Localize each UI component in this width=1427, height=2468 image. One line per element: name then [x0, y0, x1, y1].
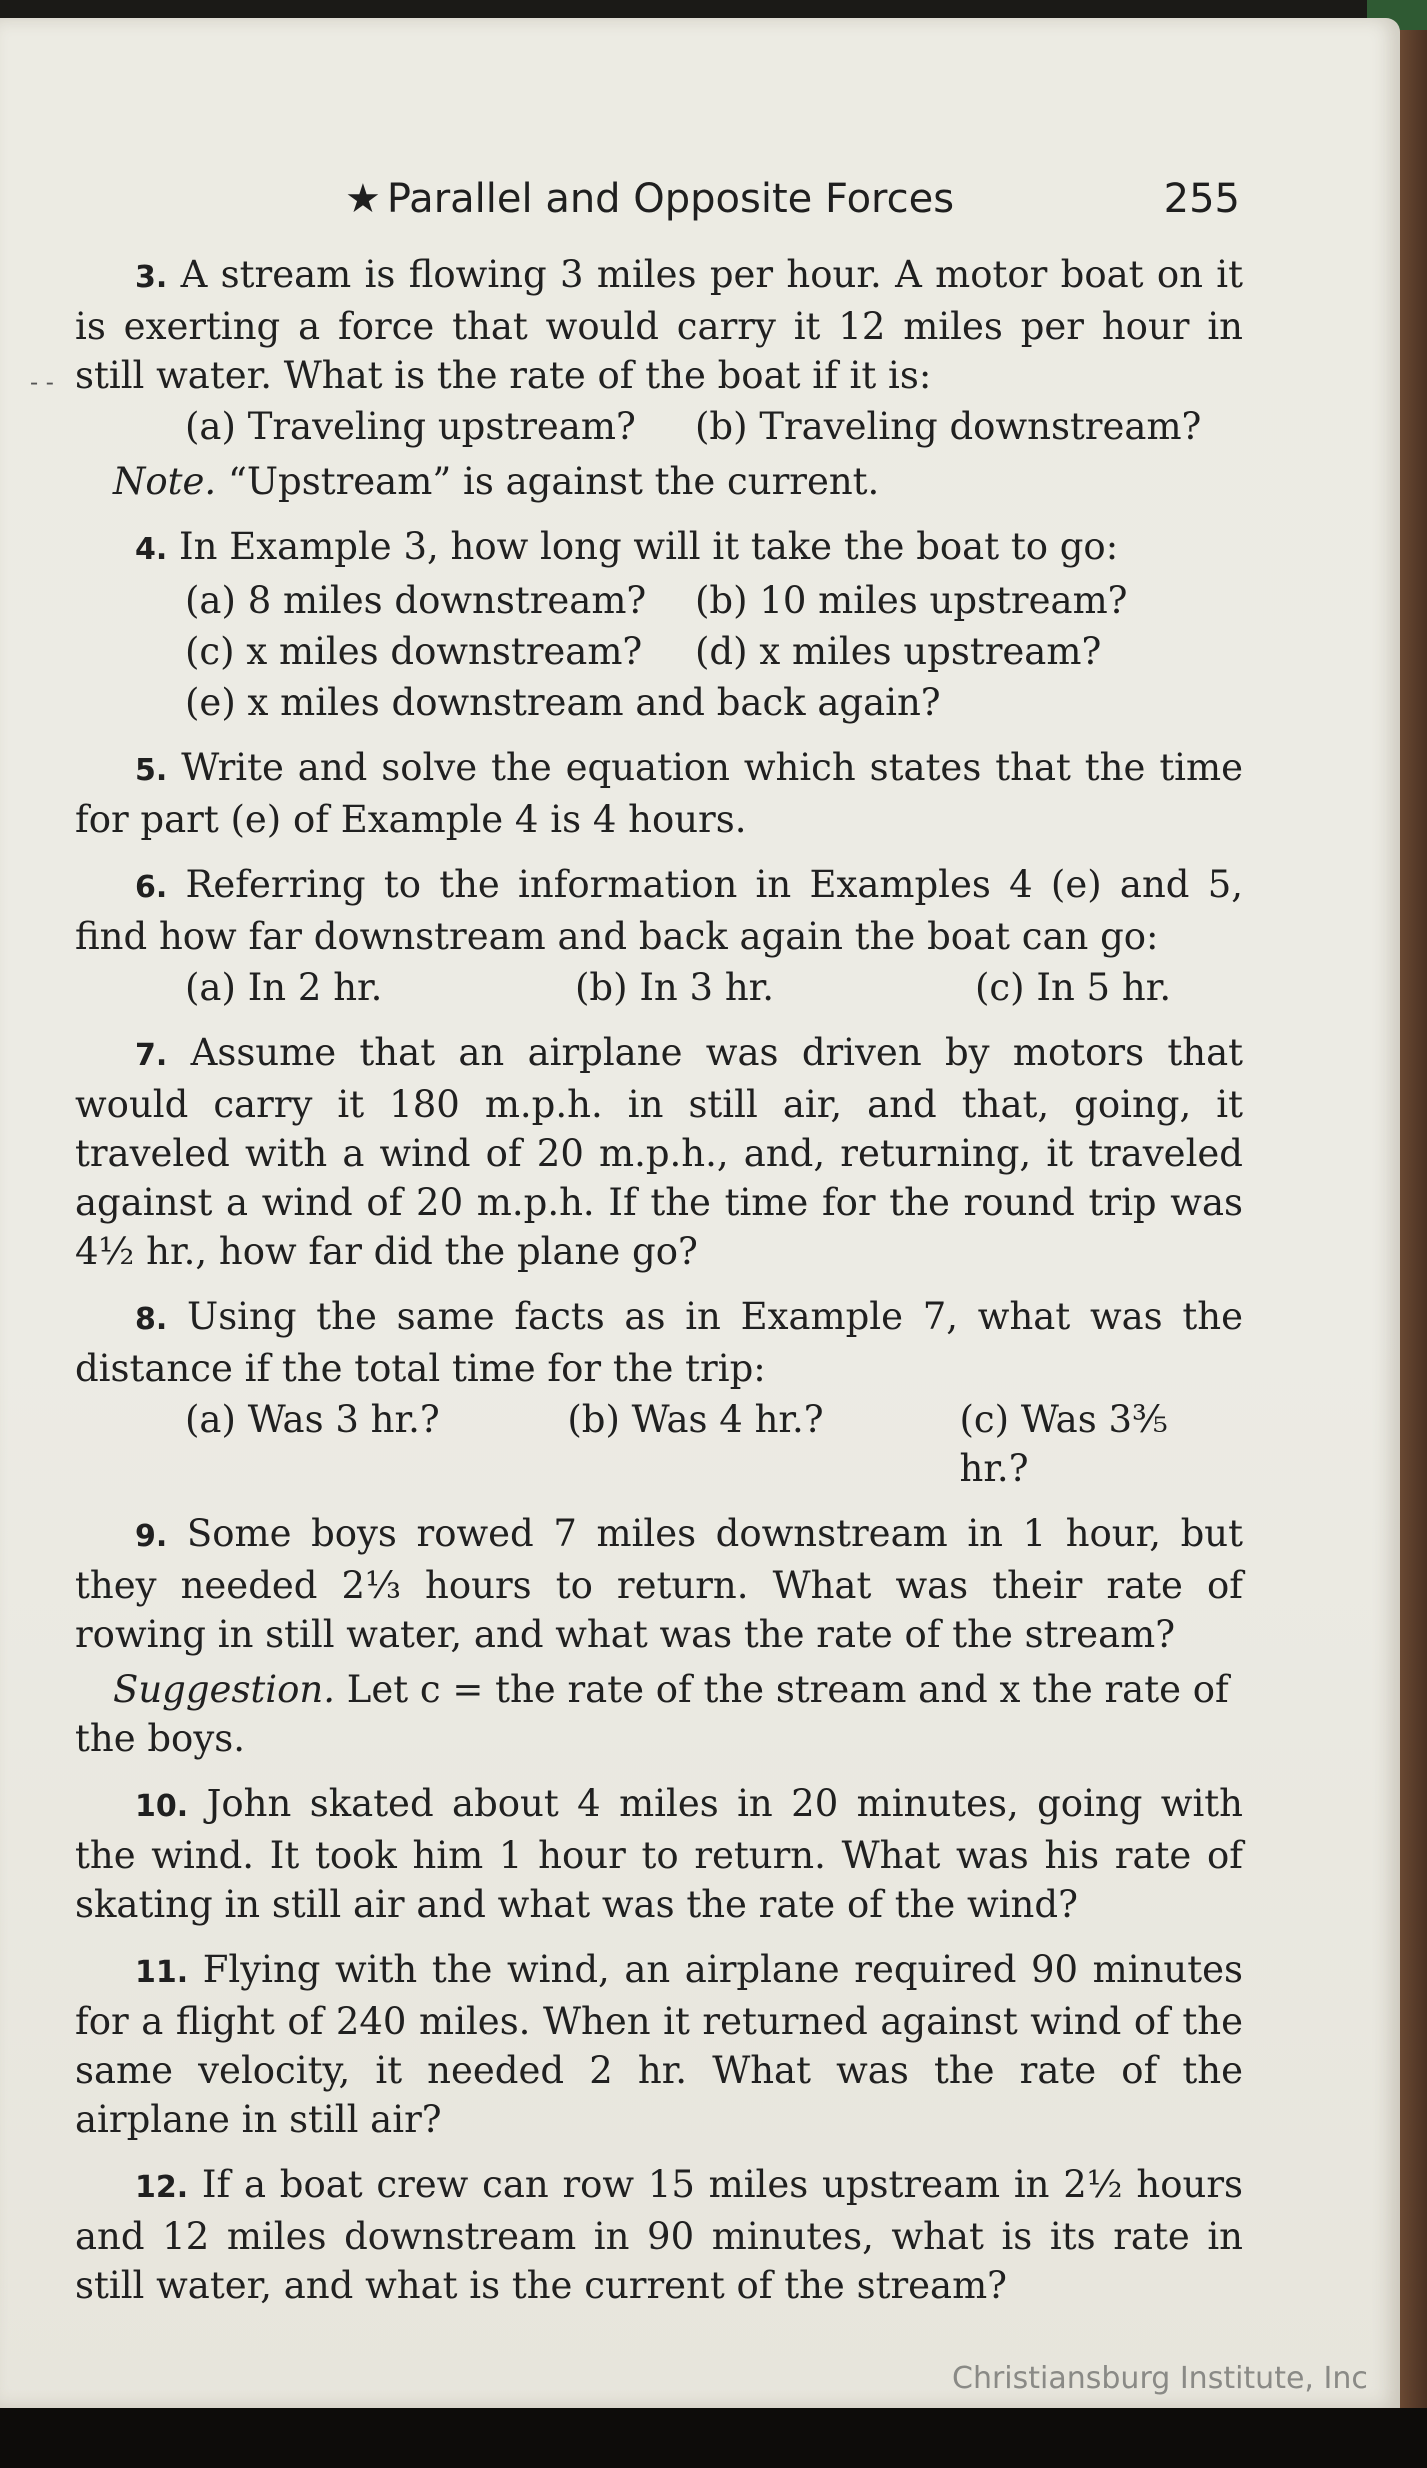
problem-number: 4.: [135, 532, 168, 567]
problem-10: [75, 1779, 1243, 1929]
watermark: Christiansburg Institute, Inc: [952, 2361, 1368, 2396]
subpart-c: (c) x miles downstream?: [185, 630, 643, 673]
problem-list: [75, 250, 1243, 2326]
note-text: “Upstream” is against the current.: [227, 460, 880, 503]
problem-text: Some boys rowed 7 miles downstream in 1 hour, but they needed 2⅓ hours to return. What was their rate of rowing in still water, and what was the rate of the stream?: [75, 1512, 1243, 1656]
subpart-a: (a) Was 3 hr.?: [185, 1398, 440, 1441]
problem-number: 12.: [135, 2170, 189, 2205]
problem-12: [75, 2160, 1243, 2310]
subpart-b: (b) 10 miles upstream?: [695, 579, 1128, 622]
subparts-row: [75, 402, 1243, 451]
page-stack-edge: [1399, 30, 1427, 2408]
problem-text: If a boat crew can row 15 miles upstream in 2½ hours and 12 miles downstream in 90 minutes, what is its rate in still water, and what is the current of the stream?: [75, 2163, 1244, 2307]
problem-9: [75, 1509, 1243, 1763]
subpart-e: (e) x miles downstream and back again?: [185, 681, 941, 724]
subpart-a: (a) 8 miles downstream?: [185, 579, 647, 622]
problem-number: 3.: [135, 260, 168, 295]
problem-text: A stream is flowing 3 miles per hour. A motor boat on it is exerting a force that would carry it 12 miles per hour in still water. What is the rate of the boat if it is:: [75, 253, 1243, 397]
problem-number: 5.: [135, 753, 168, 788]
page-number: 255: [1163, 176, 1240, 222]
header-title: Parallel and Opposite Forces: [386, 176, 955, 222]
problem-7: [75, 1028, 1243, 1276]
subpart-b: (b) In 3 hr.: [575, 966, 775, 1009]
problem-4: [75, 522, 1243, 727]
subparts-row: [75, 1395, 1243, 1493]
running-header: [345, 176, 1240, 226]
subpart-a: (a) In 2 hr.: [185, 966, 383, 1009]
problem-note: [75, 457, 1243, 506]
star-icon: ★: [345, 176, 381, 222]
subpart-c: (c) Was 3⅗ hr.?: [959, 1398, 1168, 1490]
subpart-d: (d) x miles upstream?: [695, 630, 1102, 673]
subparts-row: [75, 576, 1243, 625]
subpart-a: (a) Traveling upstream?: [185, 405, 636, 448]
subparts-row: [75, 963, 1243, 1012]
margin-mark: - -: [30, 368, 54, 396]
subparts-row: [75, 678, 1243, 727]
problem-number: 11.: [135, 1955, 189, 1990]
problem-text: Assume that an airplane was driven by motors that would carry it 180 m.p.h. in still air, and that, going, it traveled with a wind of 20 m.p.h., and, returning, it traveled against a wind of 20 m.p.h. If the time for the round trip was 4½ hr., how far did the plane go?: [75, 1031, 1243, 1273]
problem-text: John skated about 4 miles in 20 minutes, going with the wind. It took him 1 hour to return. What was his rate of skating in still air and what was the rate of the wind?: [75, 1782, 1244, 1926]
note-label: Note.: [113, 460, 217, 503]
problem-number: 9.: [135, 1519, 168, 1554]
problem-6: [75, 860, 1243, 1012]
problem-number: 10.: [135, 1789, 189, 1824]
problem-text: Flying with the wind, an airplane required 90 minutes for a flight of 240 miles. When it returned against wind of the same velocity, it needed 2 hr. What was the rate of the airplane in still air?: [75, 1948, 1243, 2141]
problem-number: 8.: [135, 1302, 168, 1337]
problem-11: [75, 1945, 1243, 2144]
problem-5: [75, 743, 1243, 844]
subpart-b: (b) Was 4 hr.?: [567, 1398, 824, 1441]
subpart-b: (b) Traveling downstream?: [695, 405, 1202, 448]
subparts-row: [75, 627, 1243, 676]
problem-text: In Example 3, how long will it take the boat to go:: [179, 525, 1119, 568]
problem-8: [75, 1292, 1243, 1493]
problem-number: 7.: [135, 1038, 168, 1073]
problem-suggestion: [75, 1665, 1243, 1763]
problem-text: Using the same facts as in Example 7, what was the distance if the total time for the trip:: [75, 1295, 1243, 1390]
problem-text: Write and solve the equation which states that the time for part (e) of Example 4 is 4 hours.: [75, 746, 1244, 841]
problem-3: [75, 250, 1243, 506]
book-page: [0, 18, 1400, 2408]
note-text: Let c = the rate of the stream and x the rate of the boys.: [75, 1668, 1229, 1760]
note-label: Suggestion.: [113, 1668, 335, 1711]
problem-text: Referring to the information in Examples 4 (e) and 5, find how far downstream and back again the boat can go:: [75, 863, 1244, 958]
subpart-c: (c) In 5 hr.: [975, 966, 1172, 1009]
background-bottom: [0, 2408, 1427, 2468]
problem-number: 6.: [135, 870, 168, 905]
